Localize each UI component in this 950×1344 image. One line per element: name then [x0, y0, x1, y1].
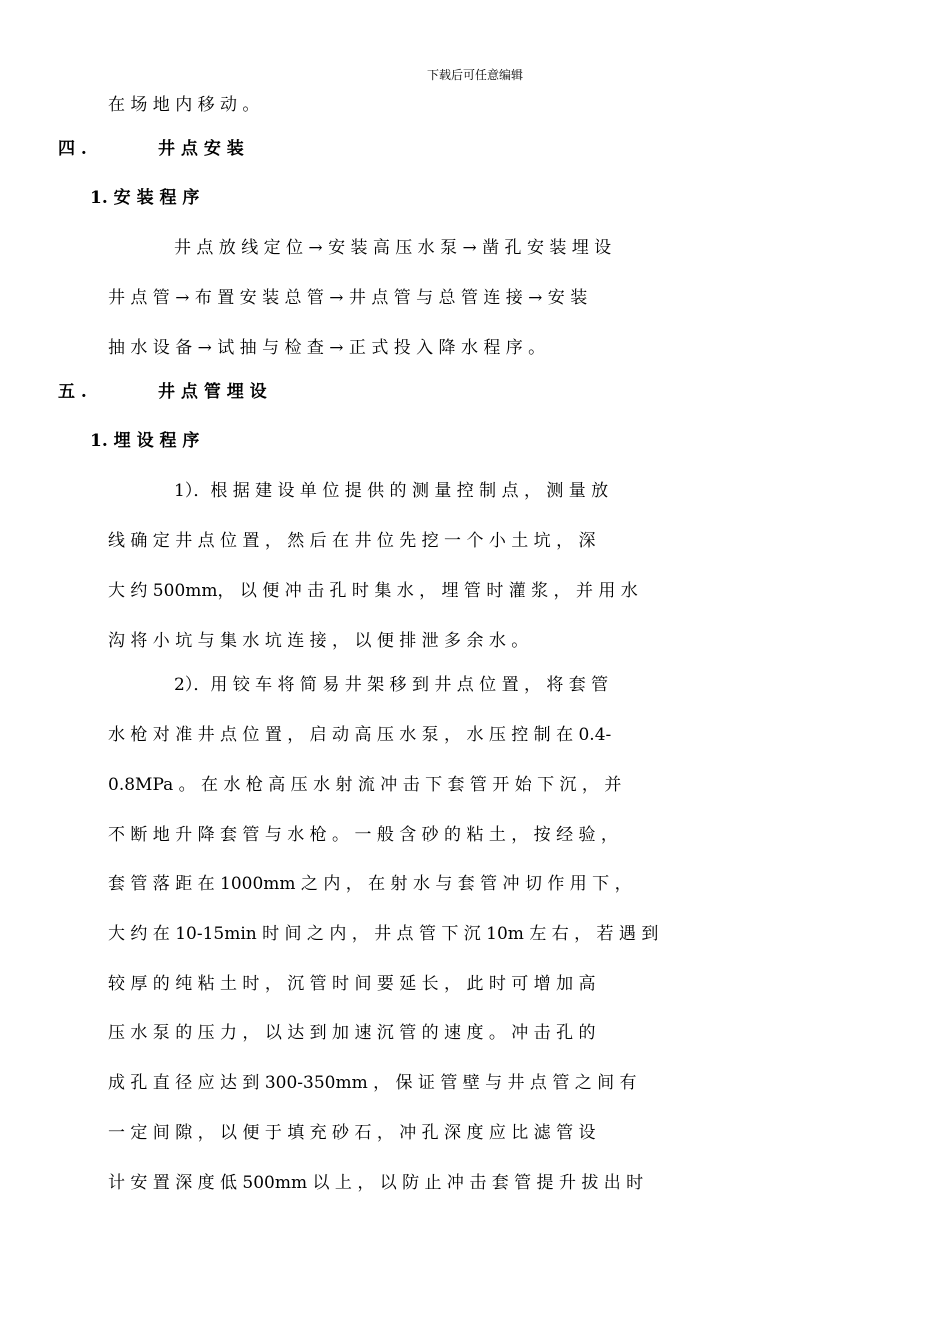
body-line: 在 场 地 内 移 动 。	[108, 95, 260, 115]
body-line: 水 枪 对 准 井 点 位 置 ， 启 动 高 压 水 泵 ， 水 压 控 制 在 0.4-	[108, 725, 612, 745]
subsection-heading: 1. 安 装 程 序	[90, 188, 200, 208]
body-line: 线 确 定 井 点 位 置 ， 然 后 在 井 位 先 挖 一 个 小 土 坑 ， 深	[108, 531, 596, 551]
body-line: 大 约 500mm， 以 便 冲 击 孔 时 集 水 ， 埋 管 时 灌 浆 ， 并 用 水	[108, 581, 638, 601]
section-number: 四 .	[58, 139, 87, 159]
body-line: 抽 水 设 备 → 试 抽 与 检 查 → 正 式 投 入 降 水 程 序 。	[108, 338, 546, 358]
body-line: 压 水 泵 的 压 力 ， 以 达 到 加 速 沉 管 的 速 度 。 冲 击 孔 的	[108, 1023, 596, 1043]
body-line: 井 点 管 → 布 置 安 装 总 管 → 井 点 管 与 总 管 连 接 → 安 装	[108, 288, 588, 308]
body-line: 2）．用 铰 车 将 简 易 井 架 移 到 井 点 位 置 ， 将 套 管	[174, 675, 609, 695]
body-line: 计 安 置 深 度 低 500mm 以 上 ， 以 防 止 冲 击 套 管 提 升 拔 出 时	[108, 1173, 644, 1193]
section-title: 井 点 安 装	[158, 139, 244, 159]
body-line: 较 厚 的 纯 粘 土 时 ， 沉 管 时 间 要 延 长 ， 此 时 可 增 加 高	[108, 974, 596, 994]
body-line: 0.8MPa 。 在 水 枪 高 压 水 射 流 冲 击 下 套 管 开 始 下 沉 ， 并	[108, 775, 622, 795]
section-heading	[58, 134, 244, 164]
body-line: 1）．根 据 建 设 单 位 提 供 的 测 量 控 制 点 ， 测 量 放	[174, 481, 609, 501]
body-line: 套 管 落 距 在 1000mm 之 内 ， 在 射 水 与 套 管 冲 切 作 用 下 ，	[108, 874, 632, 894]
body-line: 沟 将 小 坑 与 集 水 坑 连 接 ， 以 便 排 泄 多 余 水 。	[108, 631, 529, 651]
section-title: 井 点 管 埋 设	[158, 382, 267, 402]
page-header-note: 下载后可任意编辑	[426, 68, 523, 82]
section-heading	[58, 377, 267, 407]
body-line: 大 约 在 10-15min 时 间 之 内 ， 井 点 管 下 沉 10m 左 右 ， 若 遇 到	[108, 924, 659, 944]
body-line: 一 定 间 隙 ， 以 便 于 填 充 砂 石 ， 冲 孔 深 度 应 比 滤 管 设	[108, 1123, 596, 1143]
body-line: 不 断 地 升 降 套 管 与 水 枪 。 一 般 含 砂 的 粘 土 ， 按 经 验 ，	[108, 825, 618, 845]
body-line: 井 点 放 线 定 位 → 安 装 高 压 水 泵 → 凿 孔 安 装 埋 设	[174, 238, 612, 258]
section-number: 五 .	[58, 382, 87, 402]
subsection-heading: 1. 埋 设 程 序	[90, 431, 200, 451]
body-line: 成 孔 直 径 应 达 到 300-350mm ， 保 证 管 壁 与 井 点 管 之 间 有	[108, 1073, 637, 1093]
